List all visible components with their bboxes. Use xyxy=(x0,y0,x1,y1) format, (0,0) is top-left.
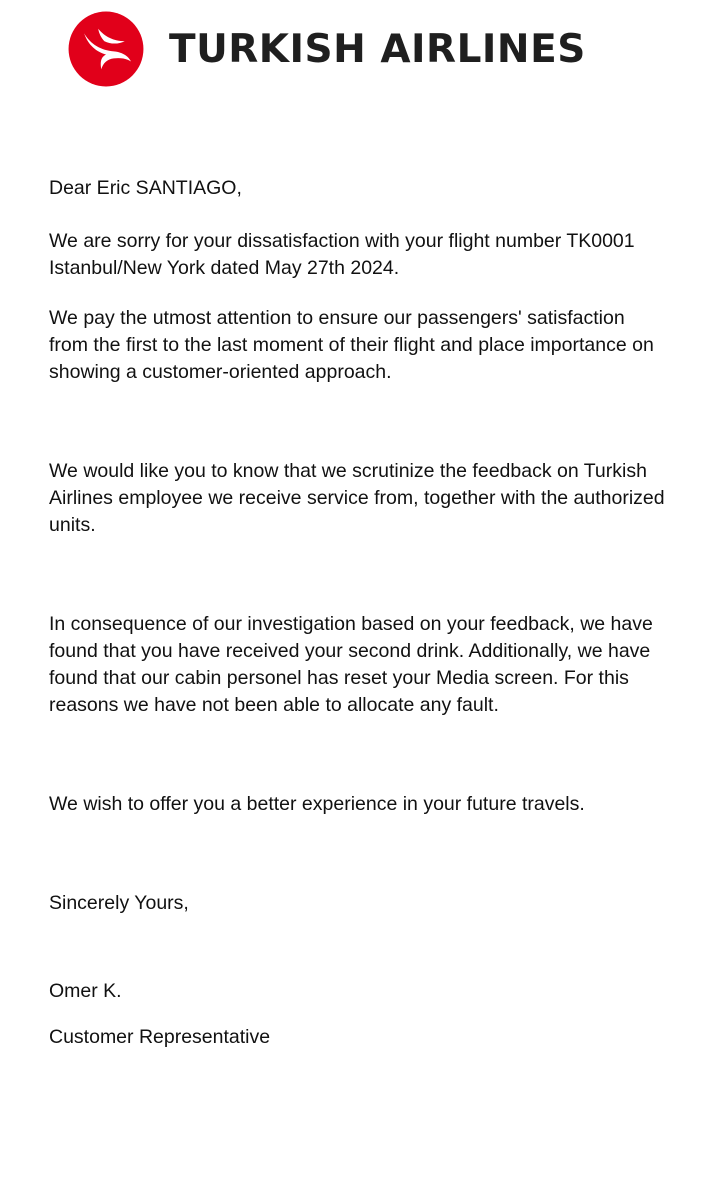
paragraph-apology: We are sorry for your dissatisfaction with your flight number TK0001 Istanbul/New York dated May 27th 2024. xyxy=(49,230,635,279)
signer-name: Omer K. xyxy=(49,980,122,1002)
letterhead xyxy=(67,10,586,88)
paragraph-scrutiny: We would like you to know that we scrutinize the feedback on Turkish Airlines employee we receive service from, together with the authorized units. xyxy=(49,460,665,536)
paragraph-commitment: We pay the utmost attention to ensure our passengers' satisfaction from the first to the last moment of their flight and place importance on showing a customer-oriented approach. xyxy=(49,307,654,383)
paragraph-future: We wish to offer you a better experience in your future travels. xyxy=(49,793,585,815)
turkish-airlines-bird-icon xyxy=(67,10,145,88)
brand-name: TURKISH AIRLINES xyxy=(169,26,586,72)
closing: Sincerely Yours, xyxy=(49,892,189,914)
letter-body xyxy=(49,175,669,1051)
greeting: Dear Eric SANTIAGO, xyxy=(49,177,242,199)
paragraph-investigation: In consequence of our investigation based on your feedback, we have found that you have received your second drink. Additionally, we have found that our cabin personel has reset your Media screen. For this reasons we have not been able to allocate any fault. xyxy=(49,613,653,716)
signer-title: Customer Representative xyxy=(49,1026,271,1048)
